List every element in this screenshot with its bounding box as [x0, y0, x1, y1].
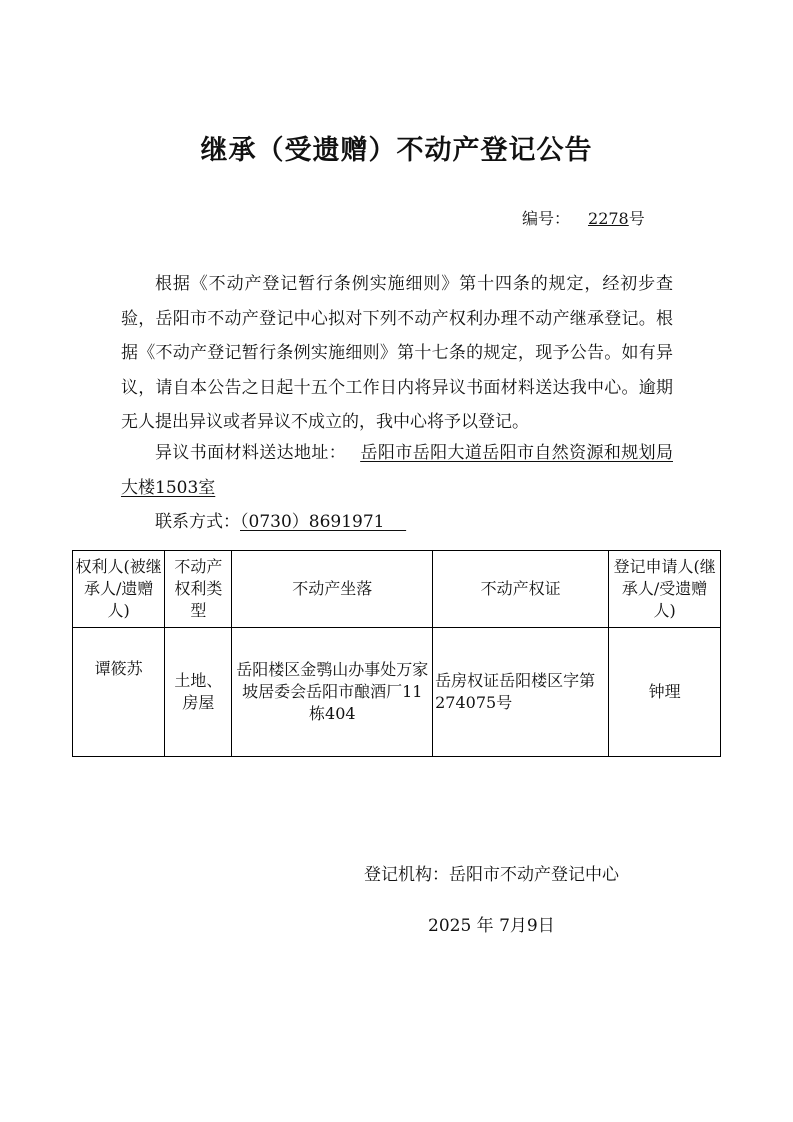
contact-value: （0730）8691971 [240, 512, 385, 532]
registration-table [72, 550, 721, 757]
header-right-type: 不动产权利类型 [165, 551, 232, 628]
document-number-suffix: 号 [628, 209, 645, 228]
header-holder: 权利人(被继承人/遗赠人) [73, 551, 165, 628]
contact-label: 联系方式： [155, 512, 240, 532]
announcement-paragraph: 根据《不动产登记暂行条例实施细则》第十四条的规定，经初步查验，岳阳市不动产登记中心拟对下列不动产权利办理不动产继承登记。根据《不动产登记暂行条例实施细则》第十七条的规定，现予公告。如有异议，请自本公告之日起十五个工作日内将异议书面材料送达我中心。逾期无人提出异议或者异议不成立的，我中心将予以登记。 [121, 274, 673, 432]
cell-certificate: 岳房权证岳阳楼区字第274075号 [433, 628, 609, 757]
table-row [73, 628, 721, 757]
registration-authority: 登记机构：岳阳市不动产登记中心 [364, 865, 619, 885]
page-title: 继承（受遗赠）不动产登记公告 [200, 135, 593, 166]
cell-right-type: 土地、房屋 [165, 628, 232, 757]
objection-address-label: 异议书面材料送达地址： [155, 443, 347, 463]
document-number-label: 编号： [522, 209, 571, 228]
header-location: 不动产坐落 [232, 551, 433, 628]
header-applicant: 登记申请人(继承人/受遗赠人) [609, 551, 721, 628]
cell-applicant: 钟理 [609, 628, 721, 757]
cell-holder: 谭筱苏 [73, 628, 165, 757]
table-header-row [73, 551, 721, 628]
document-number-value: 2278 [588, 209, 629, 228]
contact-info [121, 505, 673, 540]
objection-address [121, 436, 673, 505]
document-number [522, 206, 645, 229]
header-certificate: 不动产权证 [433, 551, 609, 628]
announcement-date: 2025 年 7月9日 [428, 916, 555, 936]
objection-address-value: 岳阳市岳阳大道岳阳市自然资源和规划局大楼1503室 [121, 443, 673, 498]
cell-location: 岳阳楼区金鹗山办事处万家坡居委会岳阳市酿酒厂11栋404 [232, 628, 433, 757]
